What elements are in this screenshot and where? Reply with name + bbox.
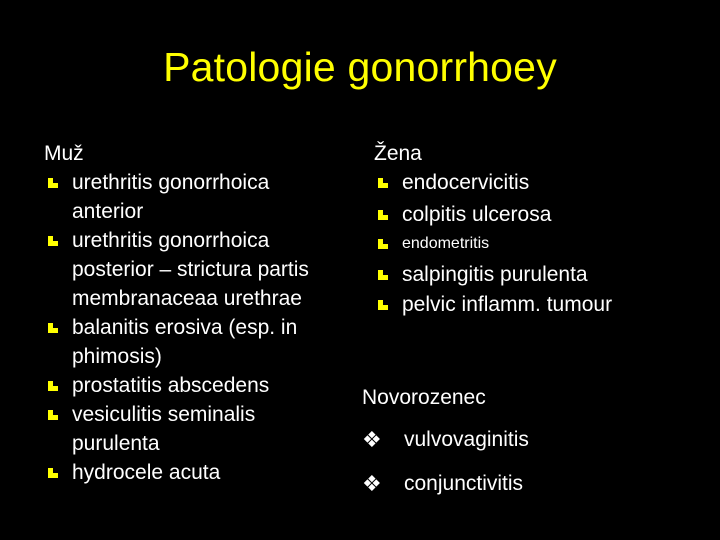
item-text: hydrocele acuta — [72, 461, 221, 484]
female-list — [374, 168, 704, 319]
item-text: urethritis gonorrhoica — [72, 229, 270, 252]
diamond-bullet-icon — [47, 467, 59, 479]
item-text: conjunctivitis — [404, 472, 524, 495]
list-item — [362, 469, 523, 498]
item-text: anterior — [72, 200, 144, 223]
list-item — [374, 229, 704, 258]
male-column — [44, 139, 364, 487]
item-text: pelvic inflamm. tumour — [402, 293, 613, 316]
list-item — [44, 400, 364, 458]
female-heading: Žena — [374, 142, 422, 165]
diamond-bullet-icon — [377, 209, 389, 221]
item-text: phimosis) — [72, 345, 162, 368]
list-item — [374, 260, 704, 289]
item-text: salpingitis purulenta — [402, 263, 588, 286]
four-diamond-bullet-icon: ❖ — [362, 471, 382, 496]
item-text: vesiculitis seminalis — [72, 403, 256, 426]
item-text: urethritis gonorrhoica — [72, 171, 270, 194]
diamond-bullet-icon — [47, 322, 59, 334]
diamond-bullet-icon — [377, 238, 389, 250]
item-text: colpitis ulcerosa — [402, 203, 552, 226]
diamond-bullet-icon — [47, 235, 59, 247]
four-diamond-bullet-icon: ❖ — [362, 427, 382, 452]
list-item — [44, 226, 364, 313]
item-text: endocervicitis — [402, 171, 530, 194]
item-text: purulenta — [72, 432, 160, 455]
newborn-heading: Novorozenec — [362, 386, 486, 409]
item-text: prostatitis abscedens — [72, 374, 270, 397]
list-item — [374, 290, 704, 319]
diamond-bullet-icon — [377, 177, 389, 189]
item-text: endometritis — [402, 235, 490, 252]
female-column — [374, 139, 704, 319]
slide-title: Patologie gonorrhoey — [163, 44, 557, 90]
item-text: membranaceaa urethrae — [72, 287, 302, 310]
list-item — [44, 168, 364, 226]
male-heading: Muž — [44, 142, 84, 165]
diamond-bullet-icon — [47, 177, 59, 189]
diamond-bullet-icon — [377, 299, 389, 311]
list-item — [44, 313, 364, 371]
list-item — [44, 371, 364, 400]
item-text: posterior – strictura partis — [72, 258, 309, 281]
male-list — [44, 168, 364, 487]
list-item — [374, 200, 704, 229]
diamond-bullet-icon — [47, 380, 59, 392]
diamond-bullet-icon — [47, 409, 59, 421]
item-text: vulvovaginitis — [404, 428, 529, 451]
item-text: balanitis erosiva (esp. in — [72, 316, 298, 339]
list-item — [44, 458, 364, 487]
list-item — [362, 425, 529, 454]
diamond-bullet-icon — [377, 269, 389, 281]
list-item — [374, 168, 704, 197]
